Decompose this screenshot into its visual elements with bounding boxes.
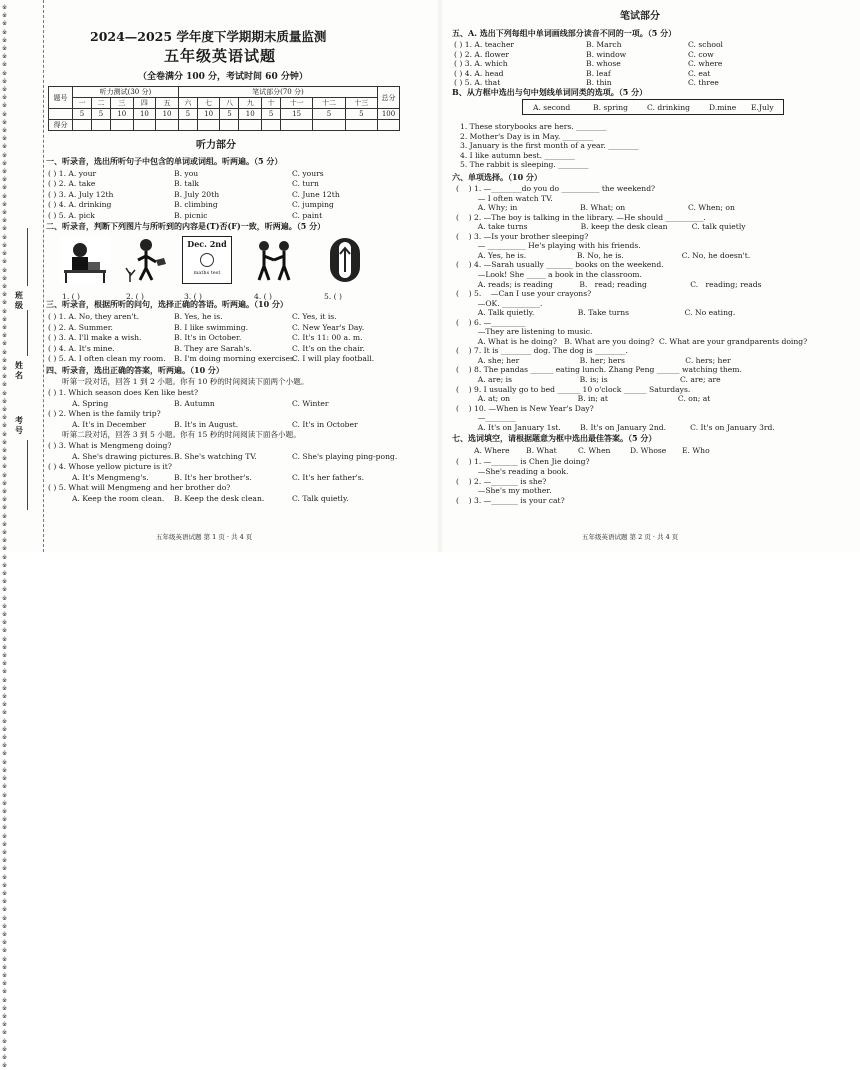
points-cell: 10 [133,109,156,120]
option-c: C. drinking [647,103,690,112]
s7-option-0: A. Where [474,446,510,455]
score-cell[interactable] [239,120,262,131]
s5b-item-3: 3. January is the first month of a year. ________ [460,141,639,151]
question-number-cell: 五 [156,98,179,109]
s6-line: ( ) 5. —Can I use your crayons? [456,289,592,299]
points-cell: 5 [178,109,197,120]
total-score-cell[interactable] [378,120,400,131]
s6-line: A. take turns B. keep the desk clean C. talk quietly [456,222,746,232]
s6-line: ( ) 7. It is ________ dog. The dog is ________. [456,346,628,356]
s3-item-3-option-0: ( ) 3. A. I'll make a wish. [48,333,142,343]
picture-row [54,236,394,301]
question-number-cell: 二 [91,98,110,109]
s6-line: ( ) 2. —The boy is talking in the library. —He should __________. [456,212,706,222]
kid-studying-picture [60,236,110,284]
s6-line: ( ) 4. —Sarah usually _______ books on the weekend. [456,260,664,270]
s6-line: A. Yes, he is. B. No, he is. C. No, he doesn't. [456,250,751,260]
s4-q1-option-0: A. Spring [72,398,109,408]
s3-item-4-option-2: C. It's on the chair. [292,343,365,353]
s7-option-1: B. What [526,446,557,455]
picture-2-answer-blank[interactable]: 2. ( ) [126,292,144,301]
score-cell[interactable] [110,120,133,131]
score-cell[interactable] [220,120,239,131]
s6-line: A. It's on January 1st. B. It's on January 2nd. C. It's on January 3rd. [456,422,775,432]
s6-line: A. are; is B. is; is C. are; are [456,375,721,384]
s4-q1-option-1: B. Autumn [174,398,215,408]
score-cell[interactable] [262,120,281,131]
s5-item-5-option-1: B. thin [586,78,612,87]
s3-item-3-option-1: B. It's in October. [174,333,242,343]
calendar-caption: maths test [193,270,221,276]
s5b-item-4: 4. I like autumn best. ________ [460,150,575,160]
s4-q3-option-1: B. She's watching TV. [174,451,257,461]
exam-number-line [27,440,28,510]
s6-line: A. What is he doing? B. What are you doing? C. What are your grandparents doing? [456,336,808,346]
page-1 [46,0,430,552]
class-line [27,228,28,286]
question-number-cell: 七 [197,98,220,109]
s4-q5-option-1: B. Keep the desk clean. [174,493,265,503]
s5-item-1-option-0: ( ) 1. A. teacher [454,40,515,49]
exam-term-title: 2024—2025 学年度下学期期末质量监测 [90,29,327,44]
s1-item-5-option-2: C. paint [292,210,323,220]
s6-line: A. Why; in B. What; on C. When; on [456,203,735,213]
s1-item-3-option-1: B. July 20th [174,189,220,199]
section-5b-title: B、从方框中选出与句中划线单词同类的选项。（5 分） [452,87,648,97]
s6-line: — __________ He's playing with his friends. [456,241,641,251]
score-cell[interactable] [73,120,92,131]
s5-item-5-option-2: C. three [688,78,719,87]
s1-item-4-option-2: C. jumping [292,200,334,210]
binding-margin [0,0,44,1070]
score-cell[interactable] [313,120,345,131]
s5b-item-2: 2. Mother's Day is in May. ________ [460,131,594,141]
question-number-label: 题号 [49,87,73,109]
s4-q4-option-0: A. It's Mengmeng's. [72,472,149,482]
s6-line: —OK. __________. [456,298,543,308]
s4-q4-option-2: C. It's her father's. [292,472,365,482]
section-6-title: 六、单项选择。（10 分） [452,172,542,182]
page-gutter [436,0,444,552]
s6-line: A. at; on B. in; at C. on; at [456,394,711,404]
name-line [27,310,28,356]
section-2-title: 二、听录音，判断下列图片与所听到的内容是(T)否(F)一致，听两遍。（5 分） [46,221,326,231]
s4-q2-option-2: C. It's in October [292,419,358,429]
question-number-cell: 八 [220,98,239,109]
binding-x-pattern: ※※※※※※※※※※※※※※※※※※※※※※※※※※※※※※※※※※※※※※※※※※※※※※※※※※※※※※※※※※※※※※※※※※※※※※※※※※※※※※※※※※※※※※※※※※※※※※※※※※※※※※※※※※※※※※※※※※※※※※※※※※※※※※※※※※ [2,4,8,1070]
question-number-cell: 十三 [345,98,377,109]
points-cell: 5 [220,109,239,120]
written-section-title: 笔试部分 [620,11,660,22]
s6-line: ( ) 9. I usually go to bed ______ 10 o'clock ______ Saturdays. [456,384,691,394]
picture-4-answer-blank[interactable]: 4. ( ) [254,292,272,301]
s5-item-5-option-0: ( ) 5. A. that [454,78,501,87]
s6-line: —They are listening to music. [456,327,593,337]
s4-q5-option-0: A. Keep the room clean. [72,493,165,503]
s5-item-4-option-2: C. eat [688,68,711,78]
s7-option-3: D. Whose [630,446,667,455]
option-a: A. second [533,103,571,112]
s3-item-5-option-0: ( ) 5. A. I often clean my room. [48,354,166,364]
section-5b-option-box [522,99,784,115]
score-row-label: 得分 [49,120,73,131]
exam-number-label: 考号 [15,415,23,435]
question-number-cell: 三 [110,98,133,109]
s1-item-2-option-0: ( ) 2. A. take [48,179,96,189]
s4-q1-option-2: C. Winter [292,398,329,408]
s6-line: —________ [456,413,516,423]
s6-line: ( ) 10. —When is New Year's Day? [456,403,594,413]
s5-item-4-option-1: B. leaf [586,68,611,78]
s4-q4-option-1: B. It's her brother's. [174,472,252,482]
s5-item-4-option-0: ( ) 4. A. head [454,68,504,78]
score-cell[interactable] [156,120,179,131]
s6-line: ( ) 8. The pandas ______ eating lunch. Zhang Peng ______ watching them. [456,365,742,375]
score-cell[interactable] [133,120,156,131]
s5b-item-1: 1. These storybooks are hers. ________ [460,122,607,131]
points-cell: 10 [239,109,262,120]
s4-q1-question: ( ) 1. Which season does Ken like best? [48,388,199,397]
score-cell[interactable] [178,120,197,131]
s3-item-1-option-2: C. Yes, it is. [292,312,337,321]
s5-item-2-option-1: B. window [586,49,627,59]
points-cell: 10 [156,109,179,120]
s7-option-4: E. Who [682,446,710,455]
s6-line: A. reads; is reading B. read; reading C. reading; reads [456,279,762,289]
s1-item-2-option-1: B. talk [174,179,200,189]
s5-item-3-option-1: B. whose [586,59,621,68]
s4-q2-option-0: A. It's in December [72,419,147,429]
s3-item-1-option-1: B. Yes, he is. [174,312,223,321]
section-4-intro-1: 听第一段对话，回答 1 到 2 小题。你有 10 秒的时间阅读下面两个小题。 [62,377,309,386]
s5-item-3-option-2: C. where [688,59,723,68]
s6-line: —Look! She _____ a book in the classroom. [456,269,642,279]
s4-q4-question: ( ) 4. Whose yellow picture is it? [48,462,172,471]
s6-line: — I often watch TV. [456,193,553,203]
kids-playing-picture [250,236,300,284]
class-label: 班级 [15,290,23,310]
s7-option-2: C. When [578,446,611,455]
exam-info: （全卷满分 100 分，考试时间 60 分钟） [138,72,308,82]
s5-item-2-option-2: C. cow [688,49,714,59]
s7-line: ( ) 2. —_______ is she? [456,476,547,486]
score-cell[interactable] [345,120,377,131]
section-7-title: 七、选词填空，请根据题意为框中选出最佳答案。（5 分） [452,433,657,443]
points-cell: 5 [91,109,110,120]
points-cell: 5 [73,109,92,120]
s3-item-1-option-0: ( ) 1. A. No, they aren't. [48,312,140,321]
section-5-title: 五、A. 选出下列每组中单词画线部分读音不同的一项。（5 分） [452,28,677,38]
calendar-emblem [200,253,214,267]
calendar-date: Dec. 2nd [187,239,227,249]
s7-line: —She's reading a book. [456,466,569,476]
picture-5-answer-blank[interactable]: 5. ( ) [324,292,342,301]
s4-q5-option-2: C. Talk quietly. [292,493,349,503]
option-b: B. spring [593,103,628,112]
points-cell: 5 [313,109,345,120]
s3-item-5-option-2: C. I will play football. [292,354,375,364]
s1-item-3-option-2: C. June 12th [292,189,340,199]
s4-q3-option-2: C. She's playing ping-pong. [292,451,398,461]
score-cell[interactable] [197,120,220,131]
s1-item-2-option-2: C. turn [292,179,319,189]
listening-section-title: 听力部分 [196,140,236,151]
s5b-item-5: 5. The rabbit is sleeping. ________ [460,160,589,170]
exam-subject-title: 五年级英语试题 [164,47,277,65]
s1-item-5-option-1: B. picnic [174,210,208,220]
s6-line: ( ) 1. —________do you do __________ the weekend? [456,184,656,193]
s7-line: —She's my mother. [456,486,552,496]
score-cell[interactable] [281,120,313,131]
option-e: E.July [751,103,774,112]
s6-line: ( ) 3. —Is your brother sleeping? [456,231,589,241]
road-sign-picture [320,236,370,284]
s3-item-2-option-2: C. New Year's Day. [292,322,365,332]
option-d: D.mine [709,103,737,112]
s5-item-1-option-2: C. school [688,40,723,49]
question-number-cell: 四 [133,98,156,109]
s4-q5-question: ( ) 5. What will Mengmeng and her brother do? [48,483,231,492]
score-table [48,86,400,131]
s4-q3-question: ( ) 3. What is Mengmeng doing? [48,441,172,450]
section-1-title: 一、听录音，选出所听句子中包含的单词或词组。听两遍。（5 分） [46,156,283,166]
s3-item-2-option-0: ( ) 2. A. Summer. [48,322,113,332]
listening-group-header: 听力测试(30 分) [73,87,179,98]
total-points-cell: 100 [378,109,400,120]
points-cell: 5 [345,109,377,120]
picture-1-answer-blank[interactable]: 1. ( ) [62,292,80,301]
page-1-footer: 五年级英语试题 第 1 页 · 共 4 页 [156,533,253,541]
s6-line: ( ) 6. —_________ [456,317,526,327]
score-cell[interactable] [91,120,110,131]
s7-line: ( ) 1. —_______ is Chen Jie doing? [456,457,590,466]
question-number-cell: 十二 [313,98,345,109]
s3-item-3-option-2: C. It's 11: 00 a. m. [292,333,363,343]
s5-item-1-option-1: B. March [586,40,622,49]
total-header: 总分 [378,87,400,109]
page-2 [452,0,852,552]
s4-q2-question: ( ) 2. When is the family trip? [48,409,161,418]
watering-plant-picture [124,236,174,284]
points-cell: 15 [281,109,313,120]
s1-item-1-option-0: ( ) 1. A. your [48,169,97,178]
s1-item-5-option-0: ( ) 5. A. pick [48,210,95,220]
points-cell: 10 [197,109,220,120]
s3-item-4-option-1: B. They are Sarah's. [174,343,252,353]
written-group-header: 笔试部分(70 分) [178,87,377,98]
s4-q2-option-1: B. It's in August. [174,419,239,429]
page-2-footer: 五年级英语试题 第 2 页 · 共 4 页 [582,533,679,541]
question-number-cell: 十 [262,98,281,109]
s1-item-1-option-1: B. you [174,169,199,178]
s4-q3-option-0: A. She's drawing pictures. [72,451,174,461]
s3-item-2-option-1: B. I like swimming. [174,322,249,332]
s1-item-4-option-1: B. climbing [174,200,218,210]
s3-item-4-option-0: ( ) 4. A. It's mine. [48,343,115,353]
s7-line: ( ) 3. —_______ is your cat? [456,496,565,506]
s5-item-3-option-0: ( ) 3. A. which [454,59,508,68]
name-label: 姓名 [15,360,23,380]
points-cell: 5 [262,109,281,120]
points-row-label [49,109,73,120]
s6-line: A. she; her B. her; hers C. hers; her [456,355,731,365]
s5-item-2-option-0: ( ) 2. A. flower [454,49,509,59]
question-number-cell: 一 [73,98,92,109]
calendar-picture [182,236,232,284]
section-3-title: 三、听录音，根据所听的问句，选择正确的答语。听两遍。（10 分） [46,299,288,309]
section-4-intro-2: 听第二段对话，回答 3 到 5 小题。你有 15 秒的时间阅读下面各小题。 [62,430,301,439]
s1-item-4-option-0: ( ) 4. A. drinking [48,200,112,210]
points-cell: 10 [110,109,133,120]
question-number-cell: 十一 [281,98,313,109]
question-number-cell: 六 [178,98,197,109]
s6-line: A. Talk quietly. B. Take turns C. No eating. [456,308,736,318]
section-4-title: 四、听录音，选出正确的答案，听两遍。（10 分） [46,365,224,375]
picture-3-answer-blank[interactable]: 3. ( ) [184,292,202,301]
s1-item-1-option-2: C. yours [292,169,324,178]
s1-item-3-option-0: ( ) 3. A. July 12th [48,189,114,199]
question-number-cell: 九 [239,98,262,109]
s3-item-5-option-1: B. I'm doing morning exercises. [174,354,297,364]
